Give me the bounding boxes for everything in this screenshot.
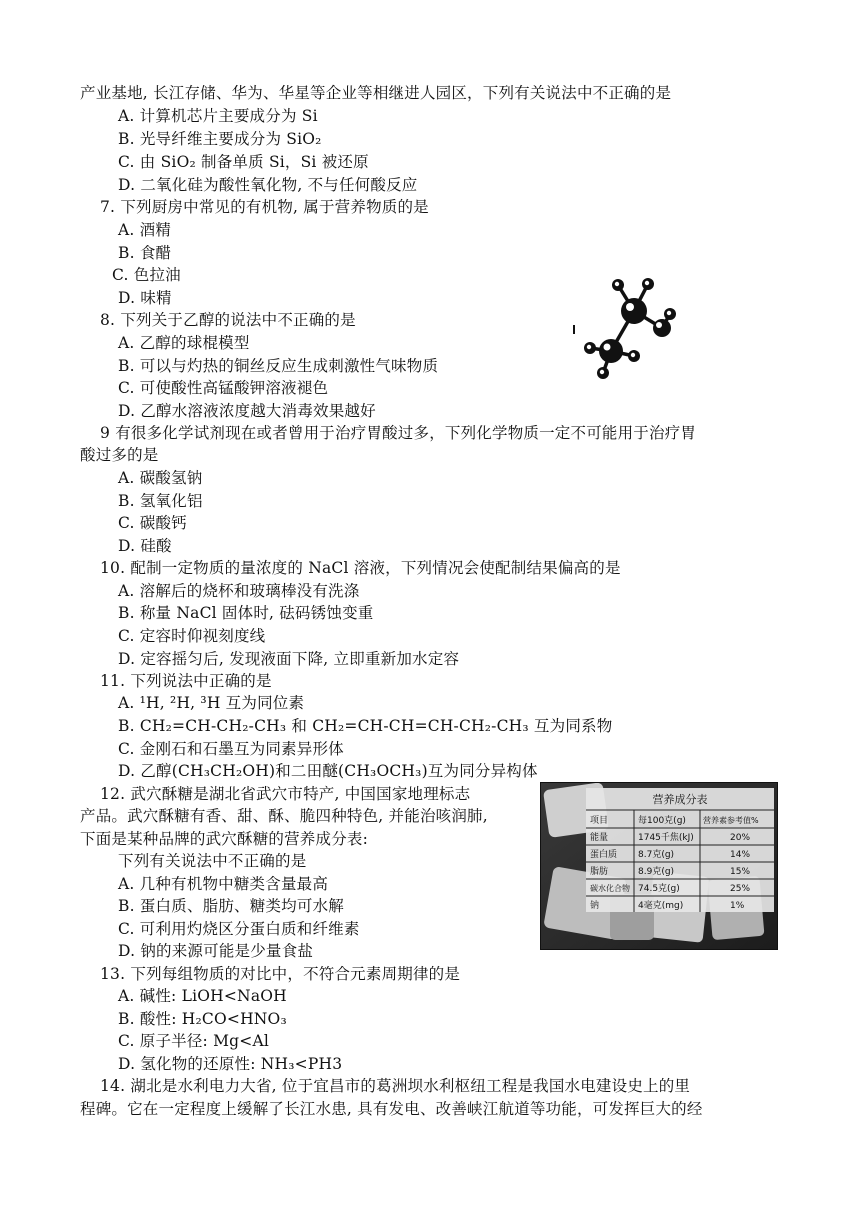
nutrition-row-nrv: 1% bbox=[730, 901, 745, 911]
q6-option-d: D. 二氧化硅为酸性氧化物, 不与任何酸反应 bbox=[118, 176, 418, 194]
nutrition-row-label: 脂肪 bbox=[590, 867, 609, 877]
nutrition-row-label: 蛋白质 bbox=[590, 850, 618, 860]
q10-option-a: A. 溶解后的烧杯和玻璃棒没有洗涤 bbox=[118, 582, 360, 600]
q9-option-c: C. 碳酸钙 bbox=[118, 514, 187, 532]
q7-stem: 7. 下列厨房中常见的有机物, 属于营养物质的是 bbox=[100, 198, 429, 216]
q10-option-c: C. 定容时仰视刻度线 bbox=[118, 627, 266, 645]
q7-option-b: B. 食醋 bbox=[118, 244, 172, 262]
q8-stem: 8. 下列关于乙醇的说法中不正确的是 bbox=[100, 311, 356, 329]
q7-option-c: C. 色拉油 bbox=[112, 266, 181, 284]
q9-option-d: D. 硅酸 bbox=[118, 537, 172, 555]
q8-option-b: B. 可以与灼热的铜丝反应生成刺激性气味物质 bbox=[118, 357, 439, 375]
q6-option-a: A. 计算机芯片主要成分为 Si bbox=[118, 107, 318, 125]
q9-stem: 9 有很多化学试剂现在或者曾用于治疗胃酸过多，下列化学物质一定不可能用于治疗胃 bbox=[100, 424, 697, 442]
q9-stem-cont: 酸过多的是 bbox=[80, 446, 159, 464]
q7-option-a: A. 酒精 bbox=[118, 221, 172, 239]
nutrition-row-value: 8.7克(g) bbox=[638, 850, 675, 860]
nutrition-facts-photo bbox=[540, 782, 778, 950]
q12-option-a: A. 几种有机物中糖类含量最高 bbox=[118, 875, 329, 893]
nutrition-table-title: 营养成分表 bbox=[652, 793, 708, 806]
nutrition-row-nrv: 20% bbox=[730, 833, 751, 843]
nutrition-row-nrv: 15% bbox=[730, 867, 751, 877]
q12-option-d: D. 钠的来源可能是少量食盐 bbox=[118, 942, 314, 960]
q13-stem: 13. 下列每组物质的对比中，不符合元素周期律的是 bbox=[100, 965, 461, 983]
ethanol-ball-stick-model bbox=[568, 268, 698, 386]
q12-option-b: B. 蛋白质、脂肪、糖类均可水解 bbox=[118, 897, 344, 915]
nutrition-row-nrv: 25% bbox=[730, 884, 751, 894]
q12-stem-cont2: 下面是某种品牌的武穴酥糖的营养成分表: bbox=[80, 830, 369, 848]
q8-option-a: A. 乙醇的球棍模型 bbox=[118, 334, 250, 352]
nutrition-row-value: 74.5克(g) bbox=[638, 884, 680, 894]
nutrition-header-item: 项目 bbox=[590, 816, 609, 826]
nutrition-header-nrv: 营养素参考值% bbox=[703, 816, 759, 825]
q8-option-c: C. 可使酸性高锰酸钾溶液褪色 bbox=[118, 379, 329, 397]
q6-option-c: C. 由 SiO₂ 制备单质 Si，Si 被还原 bbox=[118, 153, 369, 171]
q9-option-a: A. 碳酸氢钠 bbox=[118, 469, 203, 487]
q11-stem: 11. 下列说法中正确的是 bbox=[100, 672, 272, 690]
nutrition-row-value: 1745千焦(kJ) bbox=[638, 833, 694, 843]
nutrition-header-per100: 每100克(g) bbox=[638, 816, 686, 826]
nutrition-row-label: 能量 bbox=[590, 833, 609, 843]
q13-option-b: B. 酸性: H₂CO<HNO₃ bbox=[118, 1010, 287, 1028]
q8-option-d: D. 乙醇水溶液浓度越大消毒效果越好 bbox=[118, 402, 376, 420]
q13-option-c: C. 原子半径: Mg<Al bbox=[118, 1032, 270, 1050]
q6-stem-tail: 产业基地, 长江存储、华为、华星等企业等相继进人园区，下列有关说法中不正确的是 bbox=[80, 84, 672, 102]
q10-stem: 10. 配制一定物质的量浓度的 NaCl 溶液，下列情况会使配制结果偏高的是 bbox=[100, 559, 621, 577]
q11-option-d: D. 乙醇(CH₃CH₂OH)和二田醚(CH₃OCH₃)互为同分异构体 bbox=[118, 762, 538, 780]
q10-option-d: D. 定容摇匀后, 发现液面下降, 立即重新加水定容 bbox=[118, 650, 460, 668]
nutrition-row-nrv: 14% bbox=[730, 850, 751, 860]
nutrition-row-value: 4毫克(mg) bbox=[638, 901, 684, 911]
nutrition-row-label: 钠 bbox=[590, 901, 600, 911]
q10-option-b: B. 称量 NaCl 固体时, 砝码锈蚀变重 bbox=[118, 604, 374, 622]
q12-stem-cont: 产品。武穴酥糖有香、甜、酥、脆四种特色, 并能治咳润肺, bbox=[80, 807, 488, 825]
nutrition-row-value: 8.9克(g) bbox=[638, 867, 675, 877]
q12-option-c: C. 可利用灼烧区分蛋白质和纤维素 bbox=[118, 920, 360, 938]
q11-option-b: B. CH₂=CH-CH₂-CH₃ 和 CH₂=CH-CH=CH-CH₂-CH₃ 互为同系物 bbox=[118, 717, 613, 735]
q9-option-b: B. 氢氧化铝 bbox=[118, 492, 203, 510]
q12-stem: 12. 武穴酥糖是湖北省武穴市特产, 中国国家地理标志 bbox=[100, 785, 471, 803]
q14-stem: 14. 湖北是水利电力大省, 位于宜昌市的葛洲坝水利枢纽工程是我国水电建设史上的里 bbox=[100, 1077, 691, 1095]
nutrition-row-label: 碳水化合物 bbox=[590, 884, 630, 893]
q13-option-d: D. 氢化物的还原性: NH₃<PH3 bbox=[118, 1055, 343, 1073]
q11-option-a: A. ¹H, ²H, ³H 互为同位素 bbox=[118, 694, 305, 712]
q7-option-d: D. 味精 bbox=[118, 289, 172, 307]
q11-option-c: C. 金刚石和石墨互为同素异形体 bbox=[118, 740, 344, 758]
q14-stem-cont: 程碑。它在一定程度上缓解了长江水患, 具有发电、改善峡江航道等功能，可发挥巨大的经 bbox=[80, 1100, 703, 1118]
q12-question: 下列有关说法中不正确的是 bbox=[118, 852, 307, 870]
q6-option-b: B. 光导纤维主要成分为 SiO₂ bbox=[118, 130, 322, 148]
q13-option-a: A. 碱性: LiOH<NaOH bbox=[118, 987, 287, 1005]
